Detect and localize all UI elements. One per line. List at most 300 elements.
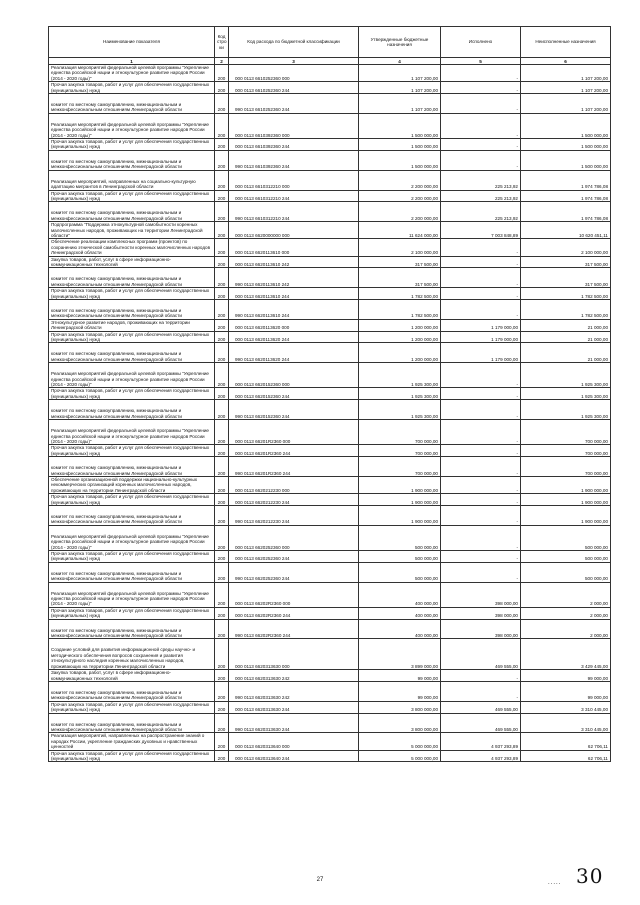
row-approved: 2 200 000,00 [359, 190, 441, 202]
row-code: 200 [215, 65, 229, 82]
row-kbk: 000 0113 6620212230 244 [229, 494, 359, 506]
table-row [49, 750, 611, 762]
row-code: 200 [215, 190, 229, 202]
row-name: Прочая закупка товаров, работ и услуг для обеспечения государственных (муниципальных) нужд [49, 288, 215, 300]
row-approved: 5 000 000,00 [359, 733, 441, 750]
table-row [49, 505, 611, 525]
row-approved: 2 200 000,00 [359, 202, 441, 222]
row-kbk: 000 0113 6620152360 244 [229, 388, 359, 400]
row-unexecuted: 1 900 000,00 [521, 476, 611, 493]
table-row [49, 562, 611, 582]
table-row [49, 733, 611, 750]
row-code: 200 [215, 476, 229, 493]
row-name: Реализация мероприятий федеральной целевой программы "Укрепление единства российской нации и этнокультурное развитие народов России (2014 - 2020 годы)" [49, 113, 215, 138]
row-approved: 3 800 000,00 [359, 701, 441, 713]
row-executed: 398 000,00 [441, 607, 521, 619]
row-kbk: 000 0113 6610252360 000 [229, 65, 359, 82]
row-kbk: 000 0113 6610392360 000 [229, 113, 359, 138]
row-unexecuted: 1 782 500,00 [521, 300, 611, 320]
row-approved: 317 500,00 [359, 256, 441, 268]
row-executed: 1 179 000,00 [441, 331, 521, 343]
row-name: Реализация мероприятий федеральной целевой программы "Укрепление единства российской нации и этнокультурное развитие народов России (2014 - 2020 годы)" [49, 420, 215, 445]
row-approved: 1 200 000,00 [359, 319, 441, 331]
row-unexecuted: 62 706,11 [521, 733, 611, 750]
row-unexecuted: 317 500,00 [521, 268, 611, 288]
row-kbk: 990 0113 6620313630 242 [229, 681, 359, 701]
row-unexecuted: 1 107 200,00 [521, 94, 611, 114]
row-approved: 700 000,00 [359, 457, 441, 477]
row-name: Прочая закупка товаров, работ и услуг для обеспечения государственных (муниципальных) нужд [49, 388, 215, 400]
row-executed: - [441, 445, 521, 457]
row-kbk: 000 0113 66202R2360 000 [229, 582, 359, 607]
row-approved: 2 100 000,00 [359, 239, 441, 256]
row-name: Прочая закупка товаров, работ и услуг для обеспечения государственных (муниципальных) нужд [49, 494, 215, 506]
row-name: Создание условий для развития информационной среды научно- и методического обеспечения вопросов сохранения и развития этнокультурного наследия коренных малочисленных народов, проживающих на территории Ленинградской области [49, 639, 215, 670]
row-code: 200 [215, 750, 229, 762]
row-kbk: 000 0113 66202R2360 244 [229, 607, 359, 619]
table-row [49, 476, 611, 493]
row-executed: 469 555,00 [441, 701, 521, 713]
table-row [49, 113, 611, 138]
row-kbk: 990 0113 6620113610 242 [229, 268, 359, 288]
row-approved: 400 000,00 [359, 619, 441, 639]
row-name: комитет по местному самоуправлению, межнациональным и межконфессиональным отношениям Ленинградской области [49, 457, 215, 477]
row-approved: 1 500 000,00 [359, 139, 441, 151]
row-executed: 7 003 848,89 [441, 222, 521, 239]
table-row [49, 619, 611, 639]
row-executed: - [441, 494, 521, 506]
table-row [49, 268, 611, 288]
row-unexecuted: 500 000,00 [521, 551, 611, 563]
row-unexecuted: 3 310 445,00 [521, 701, 611, 713]
row-approved: 3 800 000,00 [359, 713, 441, 733]
table-row [49, 94, 611, 114]
row-approved: 1 200 000,00 [359, 331, 441, 343]
table-row [49, 65, 611, 82]
row-kbk: 990 0113 6620212230 244 [229, 505, 359, 525]
row-executed: 398 000,00 [441, 582, 521, 607]
row-unexecuted: 1 900 000,00 [521, 494, 611, 506]
row-executed: 4 937 293,89 [441, 733, 521, 750]
row-unexecuted: 1 925 300,00 [521, 363, 611, 388]
table-row [49, 445, 611, 457]
header-name: Наименование показателя [49, 27, 215, 58]
row-unexecuted: 99 000,00 [521, 670, 611, 682]
row-name: Подпрограмма "Поддержка этнокультурной самобытности коренных малочисленных народов, проживающих на территории Ленинградской области" [49, 222, 215, 239]
table-row [49, 670, 611, 682]
row-approved: 1 925 300,00 [359, 363, 441, 388]
table-row [49, 319, 611, 331]
table-row [49, 701, 611, 713]
row-kbk: 000 0113 6620313630 242 [229, 670, 359, 682]
table-row [49, 300, 611, 320]
row-kbk: 000 0113 6620113620 244 [229, 331, 359, 343]
row-kbk: 000 0113 6620212230 000 [229, 476, 359, 493]
row-name: Прочая закупка товаров, работ и услуг для обеспечения государственных (муниципальных) нужд [49, 750, 215, 762]
row-unexecuted: 3 429 445,00 [521, 639, 611, 670]
row-code: 200 [215, 288, 229, 300]
row-executed: - [441, 65, 521, 82]
table-row [49, 457, 611, 477]
table-row [49, 170, 611, 190]
table-row [49, 607, 611, 619]
row-code: 200 [215, 319, 229, 331]
row-code: 200 [215, 551, 229, 563]
row-kbk: 990 0113 6610392360 244 [229, 150, 359, 170]
row-code: 200 [215, 202, 229, 222]
row-code: 200 [215, 150, 229, 170]
row-approved: 1 782 500,00 [359, 300, 441, 320]
column-number: 4 [359, 58, 441, 65]
row-code: 200 [215, 607, 229, 619]
row-executed: - [441, 268, 521, 288]
table-row [49, 551, 611, 563]
row-approved: 1 925 300,00 [359, 400, 441, 420]
row-name: комитет по местному самоуправлению, межнациональным и межконфессиональным отношениям Ленинградской области [49, 300, 215, 320]
row-executed: - [441, 505, 521, 525]
header-approved: Утвержденные бюджетные назначения [359, 27, 441, 58]
row-code: 200 [215, 562, 229, 582]
table-header-row [49, 27, 611, 58]
row-approved: 3 899 000,00 [359, 639, 441, 670]
row-code: 200 [215, 639, 229, 670]
row-name: комитет по местному самоуправлению, межнациональным и межконфессиональным отношениям Ленинградской области [49, 150, 215, 170]
table-row [49, 420, 611, 445]
table-row [49, 222, 611, 239]
row-name: Прочая закупка товаров, работ и услуг для обеспечения государственных (муниципальных) нужд [49, 701, 215, 713]
row-code: 200 [215, 268, 229, 288]
row-unexecuted: 700 000,00 [521, 420, 611, 445]
row-approved: 99 000,00 [359, 670, 441, 682]
table-row [49, 681, 611, 701]
row-approved: 317 500,00 [359, 268, 441, 288]
table-row [49, 713, 611, 733]
row-code: 200 [215, 670, 229, 682]
row-approved: 400 000,00 [359, 607, 441, 619]
column-number-row [49, 58, 611, 65]
row-executed: - [441, 239, 521, 256]
row-approved: 1 107 200,00 [359, 82, 441, 94]
row-kbk: 990 0113 6620113610 244 [229, 300, 359, 320]
row-kbk: 000 0113 6610312210 244 [229, 190, 359, 202]
row-kbk: 990 0113 6620113620 244 [229, 343, 359, 363]
row-executed: - [441, 288, 521, 300]
row-approved: 1 107 200,00 [359, 65, 441, 82]
row-name: комитет по местному самоуправлению, межнациональным и межконфессиональным отношениям Ленинградской области [49, 505, 215, 525]
row-kbk: 000 0113 6620252360 000 [229, 525, 359, 550]
row-approved: 700 000,00 [359, 445, 441, 457]
row-name: комитет по местному самоуправлению, межнациональным и межконфессиональным отношениям Ленинградской области [49, 343, 215, 363]
row-name: Прочая закупка товаров, работ и услуг для обеспечения государственных (муниципальных) нужд [49, 607, 215, 619]
row-unexecuted: 500 000,00 [521, 562, 611, 582]
row-name: Прочая закупка товаров, работ и услуг для обеспечения государственных (муниципальных) нужд [49, 82, 215, 94]
row-kbk: 000 0113 6620252360 244 [229, 551, 359, 563]
row-name: Реализация мероприятий федеральной целевой программы "Укрепление единства российской нации и этнокультурное развитие народов России (2014 - 2020 годы)" [49, 525, 215, 550]
row-name: Закупка товаров, работ, услуг в сфере информационно-коммуникационных технологий [49, 256, 215, 268]
row-unexecuted: 2 100 000,00 [521, 239, 611, 256]
column-number: 5 [441, 58, 521, 65]
row-name: Реализация мероприятий, направленных на социально-культурную адаптацию мигрантов в Ленинградской области [49, 170, 215, 190]
row-kbk: 000 0113 6620000000 000 [229, 222, 359, 239]
row-code: 200 [215, 94, 229, 114]
header-code: Код стро ки [215, 27, 229, 58]
row-name: Обеспечение реализации комплексных программ (проектов) по сохранению этнической самобытности коренных малочисленных народов Ленинградской области [49, 239, 215, 256]
row-unexecuted: 2 000,00 [521, 607, 611, 619]
table-row [49, 150, 611, 170]
table-row [49, 82, 611, 94]
row-executed: 1 179 000,00 [441, 319, 521, 331]
row-executed: - [441, 94, 521, 114]
table-row [49, 288, 611, 300]
row-code: 200 [215, 505, 229, 525]
row-name: Этнокультурное развитие народов, проживающих на территории Ленинградской области [49, 319, 215, 331]
row-kbk: 990 0113 6620152360 244 [229, 400, 359, 420]
column-number: 2 [215, 58, 229, 65]
row-code: 200 [215, 256, 229, 268]
table-row [49, 239, 611, 256]
row-kbk: 000 0113 6620313640 244 [229, 750, 359, 762]
row-approved: 1 900 000,00 [359, 505, 441, 525]
row-name: Реализация мероприятий федеральной целевой программы "Укрепление единства российской нации и этнокультурное развитие народов России (2014 - 2020 годы)" [49, 65, 215, 82]
row-name: комитет по местному самоуправлению, межнациональным и межконфессиональным отношениям Ленинградской области [49, 94, 215, 114]
row-executed: - [441, 300, 521, 320]
row-approved: 5 000 000,00 [359, 750, 441, 762]
row-name: комитет по местному самоуправлению, межнациональным и межконфессиональным отношениям Ленинградской области [49, 619, 215, 639]
row-executed: - [441, 562, 521, 582]
row-unexecuted: 1 500 000,00 [521, 150, 611, 170]
row-code: 200 [215, 494, 229, 506]
row-code: 200 [215, 343, 229, 363]
row-name: Прочая закупка товаров, работ и услуг для обеспечения государственных (муниципальных) нужд [49, 139, 215, 151]
table-row [49, 331, 611, 343]
row-executed: - [441, 388, 521, 400]
row-name: комитет по местному самоуправлению, межнациональным и межконфессиональным отношениям Ленинградской области [49, 202, 215, 222]
row-code: 200 [215, 222, 229, 239]
row-name: Прочая закупка товаров, работ и услуг для обеспечения государственных (муниципальных) нужд [49, 551, 215, 563]
row-unexecuted: 2 000,00 [521, 582, 611, 607]
row-code: 200 [215, 82, 229, 94]
row-executed: 225 213,92 [441, 170, 521, 190]
row-code: 200 [215, 445, 229, 457]
row-executed: 4 937 293,89 [441, 750, 521, 762]
row-name: Реализация мероприятий, направленных на распространение знаний о народах России, укрепление гражданских духовных и нравственных ценностей [49, 733, 215, 750]
row-executed: - [441, 681, 521, 701]
row-kbk: 990 0113 6620252360 244 [229, 562, 359, 582]
row-code: 200 [215, 300, 229, 320]
table-row [49, 400, 611, 420]
row-unexecuted: 1 925 300,00 [521, 388, 611, 400]
row-unexecuted: 99 000,00 [521, 681, 611, 701]
row-unexecuted: 21 000,00 [521, 331, 611, 343]
row-code: 200 [215, 457, 229, 477]
row-unexecuted: 700 000,00 [521, 457, 611, 477]
row-kbk: 000 0113 6610252360 244 [229, 82, 359, 94]
row-unexecuted: 3 310 445,00 [521, 713, 611, 733]
row-kbk: 000 0113 66201R2360 000 [229, 420, 359, 445]
row-name: Прочая закупка товаров, работ и услуг для обеспечения государственных (муниципальных) нужд [49, 190, 215, 202]
row-unexecuted: 62 706,11 [521, 750, 611, 762]
table-row [49, 139, 611, 151]
row-name: Реализация мероприятий федеральной целевой программы "Укрепление единства российской нации и этнокультурное развитие народов России (2014 - 2020 годы)" [49, 582, 215, 607]
handwritten-sheet-number: 30 [576, 864, 604, 888]
row-unexecuted: 21 000,00 [521, 343, 611, 363]
row-executed: - [441, 139, 521, 151]
table-row [49, 343, 611, 363]
row-kbk: 000 0113 6620113610 000 [229, 239, 359, 256]
row-code: 200 [215, 713, 229, 733]
row-unexecuted: 1 107 200,00 [521, 82, 611, 94]
row-code: 200 [215, 582, 229, 607]
row-approved: 500 000,00 [359, 525, 441, 550]
row-approved: 1 107 200,00 [359, 94, 441, 114]
row-name: Реализация мероприятий федеральной целевой программы "Укрепление единства российской нации и этнокультурное развитие народов России (2014 - 2020 годы)" [49, 363, 215, 388]
header-executed: Исполнено [441, 27, 521, 58]
table-row [49, 494, 611, 506]
row-kbk: 990 0113 66201R2360 244 [229, 457, 359, 477]
row-kbk: 000 0113 6620152360 000 [229, 363, 359, 388]
row-unexecuted: 21 000,00 [521, 319, 611, 331]
row-kbk: 000 0113 6620313630 000 [229, 639, 359, 670]
column-number: 1 [49, 58, 215, 65]
row-unexecuted: 1 925 300,00 [521, 400, 611, 420]
row-kbk: 000 0113 6620113620 000 [229, 319, 359, 331]
row-code: 200 [215, 619, 229, 639]
column-number: 3 [229, 58, 359, 65]
table-row [49, 639, 611, 670]
row-kbk: 990 0113 6610312210 244 [229, 202, 359, 222]
row-kbk: 990 0113 66202R2360 244 [229, 619, 359, 639]
row-unexecuted: 10 620 451,11 [521, 222, 611, 239]
row-executed: - [441, 113, 521, 138]
row-approved: 500 000,00 [359, 562, 441, 582]
row-unexecuted: 500 000,00 [521, 525, 611, 550]
row-unexecuted: 1 900 000,00 [521, 505, 611, 525]
header-unexecuted: Неисполненные назначения [521, 27, 611, 58]
page-number: 27 [316, 877, 324, 883]
row-executed: - [441, 670, 521, 682]
row-unexecuted: 1 974 786,08 [521, 170, 611, 190]
row-code: 200 [215, 239, 229, 256]
row-unexecuted: 317 500,00 [521, 256, 611, 268]
table-row [49, 388, 611, 400]
row-code: 200 [215, 331, 229, 343]
column-number: 6 [521, 58, 611, 65]
row-approved: 1 500 000,00 [359, 150, 441, 170]
row-executed: 225 213,92 [441, 190, 521, 202]
row-code: 200 [215, 701, 229, 713]
row-name: Обеспечение организационной поддержки национально-культурных некоммерческих организаций коренных малочисленных народов, проживающих на территории Ленинградской области [49, 476, 215, 493]
row-code: 200 [215, 139, 229, 151]
row-kbk: 000 0113 6620313640 000 [229, 733, 359, 750]
row-unexecuted: 1 500 000,00 [521, 113, 611, 138]
row-code: 200 [215, 681, 229, 701]
row-approved: 1 200 000,00 [359, 343, 441, 363]
table-row [49, 582, 611, 607]
row-kbk: 000 0113 66201R2360 244 [229, 445, 359, 457]
row-name: комитет по местному самоуправлению, межнациональным и межконфессиональным отношениям Ленинградской области [49, 268, 215, 288]
row-unexecuted: 700 000,00 [521, 445, 611, 457]
row-unexecuted: 1 107 200,00 [521, 65, 611, 82]
row-approved: 99 000,00 [359, 681, 441, 701]
header-kbk: Код расхода по бюджетной классификации [229, 27, 359, 58]
footer-dots: ..... [548, 880, 562, 886]
row-approved: 1 500 000,00 [359, 113, 441, 138]
row-executed: 469 555,00 [441, 639, 521, 670]
budget-report-sheet [48, 26, 610, 762]
table-row [49, 256, 611, 268]
row-approved: 1 925 300,00 [359, 388, 441, 400]
row-executed: 1 179 000,00 [441, 343, 521, 363]
row-code: 200 [215, 525, 229, 550]
row-code: 200 [215, 733, 229, 750]
row-code: 200 [215, 113, 229, 138]
row-approved: 400 000,00 [359, 582, 441, 607]
row-approved: 1 900 000,00 [359, 476, 441, 493]
row-executed: - [441, 256, 521, 268]
row-approved: 500 000,00 [359, 551, 441, 563]
row-kbk: 000 0113 6620113610 244 [229, 288, 359, 300]
row-kbk: 000 0113 6610312210 000 [229, 170, 359, 190]
row-name: Прочая закупка товаров, работ и услуг для обеспечения государственных (муниципальных) нужд [49, 445, 215, 457]
table-row [49, 363, 611, 388]
row-kbk: 000 0113 6610392360 244 [229, 139, 359, 151]
row-unexecuted: 1 974 786,08 [521, 190, 611, 202]
budget-execution-table [48, 26, 611, 762]
table-row [49, 525, 611, 550]
row-executed: 225 213,92 [441, 202, 521, 222]
row-approved: 700 000,00 [359, 420, 441, 445]
row-unexecuted: 2 000,00 [521, 619, 611, 639]
row-kbk: 990 0113 6620313630 244 [229, 713, 359, 733]
row-executed: - [441, 400, 521, 420]
row-code: 200 [215, 388, 229, 400]
table-body [49, 65, 611, 762]
row-code: 200 [215, 170, 229, 190]
row-executed: - [441, 82, 521, 94]
row-executed: 469 555,00 [441, 713, 521, 733]
row-approved: 11 624 000,00 [359, 222, 441, 239]
row-kbk: 000 0113 6620313630 244 [229, 701, 359, 713]
row-unexecuted: 1 500 000,00 [521, 139, 611, 151]
row-code: 200 [215, 363, 229, 388]
row-kbk: 000 0113 6620113610 242 [229, 256, 359, 268]
row-executed: - [441, 457, 521, 477]
row-executed: - [441, 476, 521, 493]
row-name: Прочая закупка товаров, работ и услуг для обеспечения государственных (муниципальных) нужд [49, 331, 215, 343]
row-approved: 1 900 000,00 [359, 494, 441, 506]
table-row [49, 202, 611, 222]
row-approved: 2 200 000,00 [359, 170, 441, 190]
table-row [49, 190, 611, 202]
row-name: комитет по местному самоуправлению, межнациональным и межконфессиональным отношениям Ленинградской области [49, 400, 215, 420]
row-name: комитет по местному самоуправлению, межнациональным и межконфессиональным отношениям Ленинградской области [49, 562, 215, 582]
row-name: Закупка товаров, работ, услуг в сфере информационно-коммуникационных технологий [49, 670, 215, 682]
row-executed: - [441, 420, 521, 445]
row-executed: - [441, 363, 521, 388]
row-code: 200 [215, 420, 229, 445]
row-executed: - [441, 525, 521, 550]
row-executed: 398 000,00 [441, 619, 521, 639]
row-name: комитет по местному самоуправлению, межнациональным и межконфессиональным отношениям Ленинградской области [49, 681, 215, 701]
row-executed: - [441, 551, 521, 563]
row-approved: 1 782 500,00 [359, 288, 441, 300]
row-code: 200 [215, 400, 229, 420]
row-unexecuted: 1 974 786,08 [521, 202, 611, 222]
row-kbk: 990 0113 6610252360 244 [229, 94, 359, 114]
row-name: комитет по местному самоуправлению, межнациональным и межконфессиональным отношениям Ленинградской области [49, 713, 215, 733]
row-unexecuted: 1 782 500,00 [521, 288, 611, 300]
row-executed: - [441, 150, 521, 170]
